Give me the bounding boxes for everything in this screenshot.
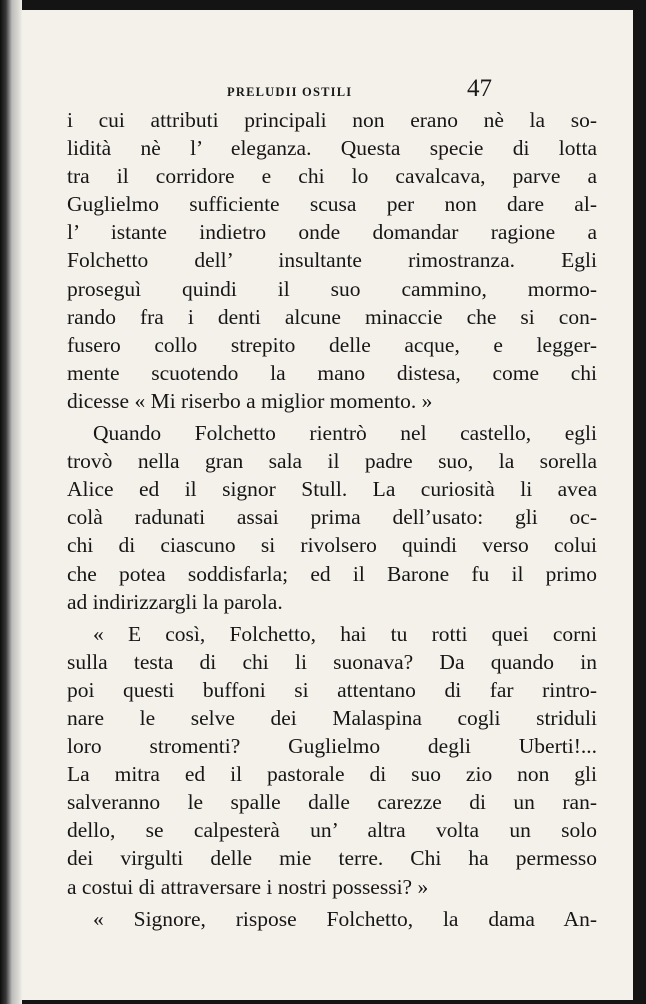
text-line: a costui di attraversare i nostri possessi? »	[67, 874, 429, 899]
text-line: l’ istante indietro onde domandar ragione a	[67, 220, 597, 245]
page-number: 47	[467, 75, 492, 102]
text-line: proseguì quindi il suo cammino, mormo-	[67, 276, 597, 301]
text-line: Folchetto dell’ insultante rimostranza. Egli	[67, 248, 597, 273]
page-header	[22, 75, 633, 105]
text-line: che potea soddisfarla; ed il Barone fu il primo	[67, 561, 597, 586]
text-line: nare le selve dei Malaspina cogli striduli	[67, 705, 597, 730]
book-page	[22, 10, 633, 1000]
book-gutter-edge	[0, 0, 22, 1004]
text-line: dei virgulti delle mie terre. Chi ha permesso	[67, 846, 597, 871]
text-line: mente scuotendo la mano distesa, come chi	[67, 360, 597, 385]
text-line: dicesse « Mi riserbo a miglior momento. »	[67, 388, 433, 413]
text-line: tra il corridore e chi lo cavalcava, parve a	[67, 164, 597, 189]
text-line: Guglielmo sufficiente scusa per non dare al-	[67, 192, 597, 217]
text-line: loro stromenti? Guglielmo degli Uberti!...	[67, 734, 597, 759]
text-line: poi questi buffoni si attentano di far rintro-	[67, 677, 597, 702]
running-title: PRELUDII OSTILI	[227, 85, 353, 99]
paragraph-start-line: Quando Folchetto rientrò nel castello, egli	[93, 421, 597, 446]
paragraph-start-line: « Signore, rispose Folchetto, la dama An-	[93, 906, 597, 931]
text-line: sulla testa di chi li suonava? Da quando in	[67, 649, 597, 674]
text-line: Alice ed il signor Stull. La curiosità li avea	[67, 477, 597, 502]
paragraph-start-line: « E così, Folchetto, hai tu rotti quei corni	[93, 621, 597, 646]
text-line: colà radunati assai prima dell’usato: gli oc-	[67, 505, 597, 530]
text-line: La mitra ed il pastorale di suo zio non gli	[67, 762, 597, 787]
text-line: i cui attributi principali non erano nè la so-	[67, 108, 597, 132]
body-text	[67, 106, 597, 933]
text-line: dello, se calpesterà un’ altra volta un solo	[67, 818, 597, 843]
text-line: fusero collo strepito delle acque, e legger-	[67, 332, 597, 357]
text-line: salveranno le spalle dalle carezze di un ran-	[67, 790, 597, 815]
text-line: trovò nella gran sala il padre suo, la sorella	[67, 449, 597, 474]
text-line: chi di ciascuno si rivolsero quindi verso colui	[67, 533, 597, 558]
text-line: rando fra i denti alcune minaccie che si con-	[67, 304, 597, 329]
text-line: lidità nè l’ eleganza. Questa specie di lotta	[67, 136, 597, 161]
text-line: ad indirizzargli la parola.	[67, 589, 283, 614]
